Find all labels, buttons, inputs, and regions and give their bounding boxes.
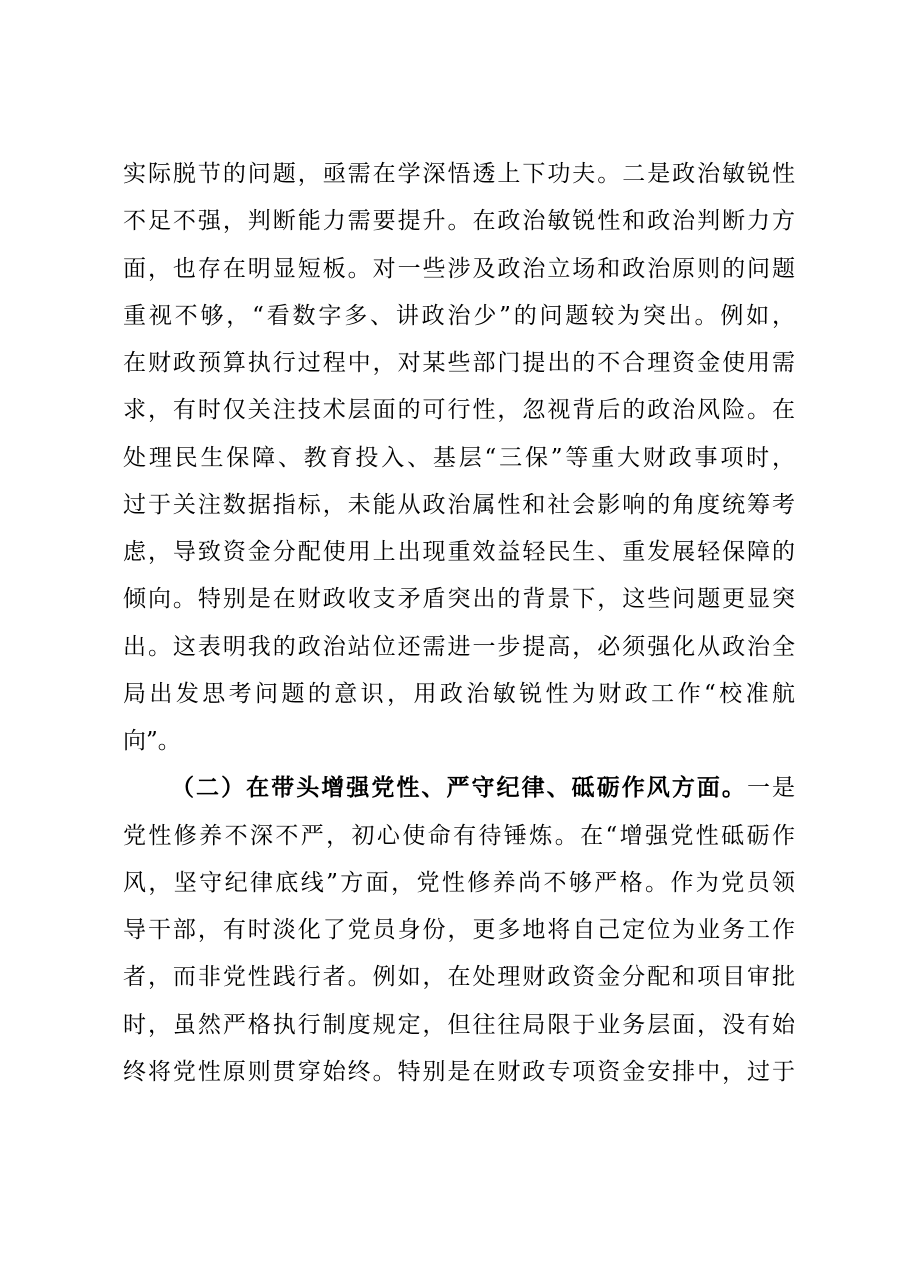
text-line: 过于关注数据指标，未能从政治属性和社会影响的角度统筹考: [123, 492, 795, 518]
text-line: 者，而非党性践行者。例如，在处理财政资金分配和项目审批: [123, 964, 795, 990]
text-line: 实际脱节的问题，亟需在学深悟透上下功夫。二是政治敏锐性: [123, 161, 795, 187]
text-line: 向”。: [123, 728, 181, 754]
section-heading: （二）在带头增强党性、严守纪律、砥砺作风方面。: [171, 774, 747, 801]
section-heading-line: [171, 768, 795, 808]
text-line: 不足不强，判断能力需要提升。在政治敏锐性和政治判断力方: [123, 208, 795, 234]
text-line: 局出发思考问题的意识，用政治敏锐性为财政工作“校准航: [123, 681, 795, 707]
text-line: 虑，导致资金分配使用上出现重效益轻民生、重发展轻保障的: [123, 539, 795, 565]
text-line: 处理民生保障、教育投入、基层“三保”等重大财政事项时，: [123, 445, 795, 471]
text-line: 重视不够，“看数字多、讲政治少”的问题较为突出。例如，: [123, 303, 795, 329]
text-line: 党性修养不深不严，初心使命有待锤炼。在“增强党性砥砺作: [123, 823, 795, 849]
text-line: 时，虽然严格执行制度规定，但往往局限于业务层面，没有始: [123, 1012, 795, 1038]
text-line: 导干部，有时淡化了党员身份，更多地将自己定位为业务工作: [123, 917, 795, 943]
text-line: 在财政预算执行过程中，对某些部门提出的不合理资金使用需: [123, 350, 795, 376]
text-line: 终将党性原则贯穿始终。特别是在财政专项资金安排中，过于: [123, 1059, 795, 1085]
text-line: 出。这表明我的政治站位还需进一步提高，必须强化从政治全: [123, 634, 795, 660]
text-line: 求，有时仅关注技术层面的可行性，忽视背后的政治风险。在: [123, 397, 795, 423]
text-line: 倾向。特别是在财政收支矛盾突出的背景下，这些问题更显突: [123, 586, 795, 612]
section-heading-tail: 一是: [746, 775, 796, 801]
text-line: 面，也存在明显短板。对一些涉及政治立场和政治原则的问题: [123, 256, 795, 282]
text-line: 风，坚守纪律底线”方面，党性修养尚不够严格。作为党员领: [123, 870, 795, 896]
